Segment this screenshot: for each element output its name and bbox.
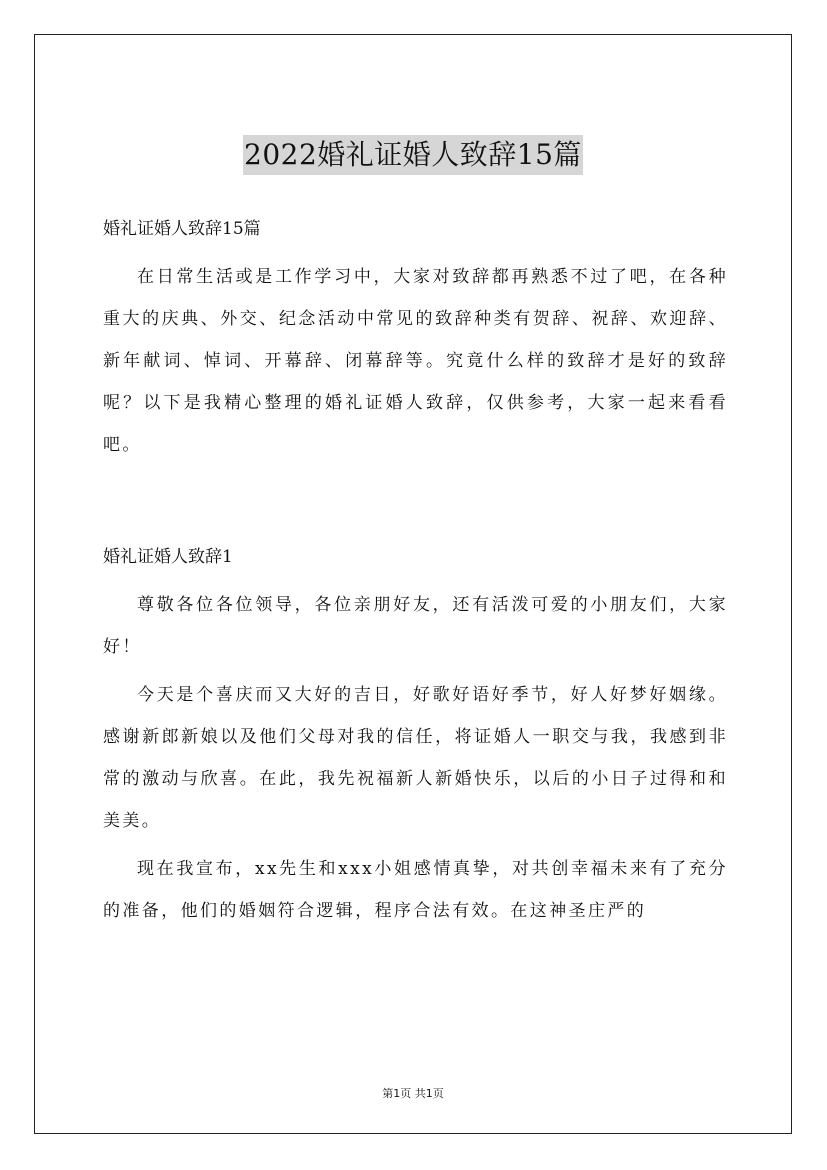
section1-paragraph-1: 尊敬各位各位领导，各位亲朋好友，还有活泼可爱的小朋友们，大家好！ [103, 595, 728, 657]
document-title-wrap [35, 135, 791, 175]
section1-heading: 婚礼证婚人致辞1 [103, 547, 233, 567]
document-page [34, 34, 792, 1134]
document-title: 2022婚礼证婚人致辞15篇 [243, 135, 583, 175]
intro-paragraph: 在日常生活或是工作学习中，大家对致辞都再熟悉不过了吧，在各种重大的庆典、外交、纪念活动中常见的致辞种类有贺辞、祝辞、欢迎辞、新年献词、悼词、开幕辞、闭幕辞等。究竟什么样的致辞才是好的致辞呢？以下是我精心整理的婚礼证婚人致辞，仅供参考，大家一起来看看吧。 [103, 267, 728, 455]
page-footer [35, 1085, 791, 1101]
intro-heading: 婚礼证婚人致辞15篇 [103, 219, 261, 239]
page-number: 第1页 共1页 [382, 1087, 444, 1100]
document-body [103, 208, 728, 932]
section1-paragraph-3: 现在我宣布，xx先生和xxx小姐感情真挚，对共创幸福未来有了充分的准备，他们的婚姻符合逻辑，程序合法有效。在这神圣庄严的 [103, 859, 728, 921]
section1-paragraph-2: 今天是个喜庆而又大好的吉日，好歌好语好季节，好人好梦好姻缘。感谢新郎新娘以及他们父母对我的信任，将证婚人一职交与我，我感到非常的激动与欣喜。在此，我先祝福新人新婚快乐，以后的小日子过得和和美美。 [103, 685, 728, 831]
